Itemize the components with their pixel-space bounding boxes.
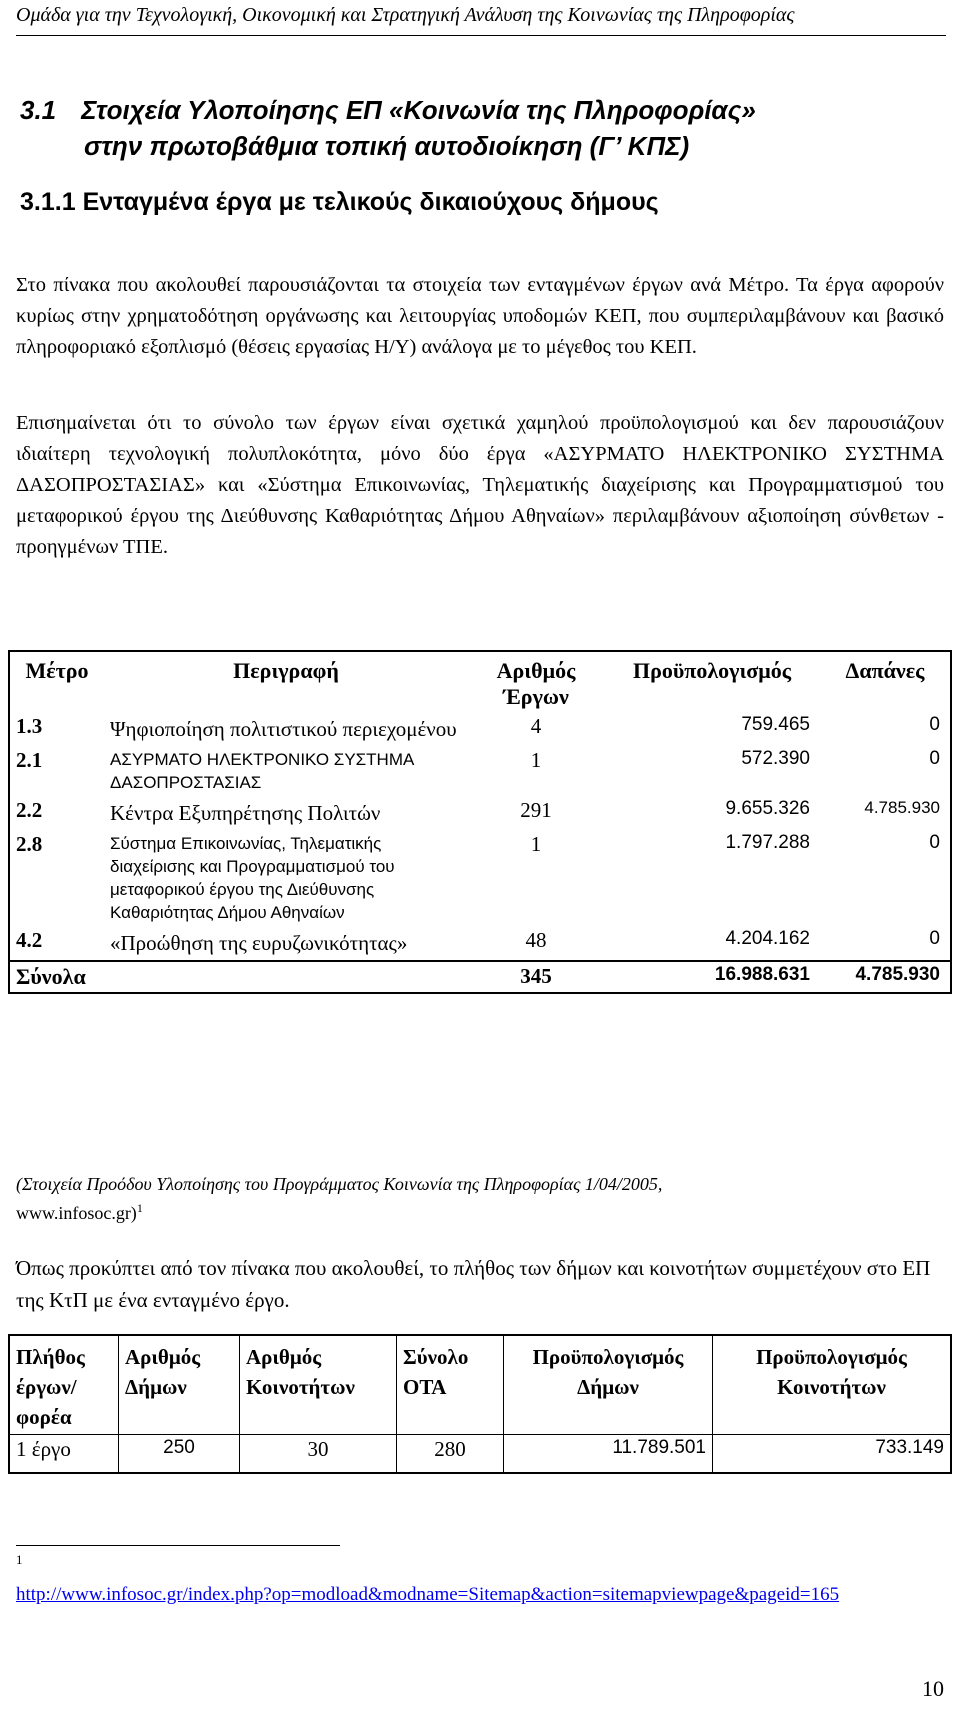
page-number: 10 [922, 1676, 944, 1701]
table-row [9, 796, 951, 830]
table-row [9, 712, 951, 746]
column-header: Αριθμός Δήμων [119, 1335, 240, 1435]
subsection-number: 3.1.1 [20, 188, 76, 216]
projects-cell: 4 [530, 714, 542, 738]
column-header: Προϋπολογισμός Δήμων [504, 1335, 713, 1435]
source-note [16, 1172, 936, 1225]
municipalities-count-cell: 250 [119, 1435, 240, 1474]
description-cell: Κέντρα Εξυπηρέτησης Πολιτών [110, 801, 381, 825]
column-header: Αριθμός Έργων [496, 658, 576, 709]
projects-by-measure-table [8, 650, 952, 994]
totals-label: Σύνολα [9, 961, 468, 993]
expenses-cell: 0 [929, 928, 940, 949]
section-title-line2: στην πρωτοβάθμια τοπική αυτοδιοίκηση (Γ’ ΚΠΣ) [84, 131, 690, 161]
column-header: Περιγραφή [233, 658, 339, 683]
communities-count-cell: 30 [240, 1435, 397, 1474]
total-ota-cell: 280 [397, 1435, 504, 1474]
budget-municipalities-cell: 11.789.501 [504, 1435, 713, 1474]
column-header: Μέτρο [25, 658, 89, 683]
table-header-row [9, 651, 951, 712]
measure-cell: 2.8 [16, 832, 43, 856]
table-header-row [9, 1335, 951, 1435]
table-row [9, 926, 951, 961]
subsection-title: Ενταγμένα έργα με τελικούς δικαιούχους δήμους [82, 188, 659, 216]
footnote-link[interactable]: http://www.infosoc.gr/index.php?op=modload&modname=Sitemap&action=sitemapviewpage&pageid=165 [16, 1584, 840, 1605]
measure-cell: 2.2 [16, 798, 43, 822]
budget-cell: 572.390 [741, 748, 810, 769]
table-row [9, 746, 951, 796]
footnote-divider [16, 1545, 340, 1546]
section-title-line1: Στοιχεία Υλοποίησης ΕΠ «Κοινωνία της Πληροφορίας» [81, 95, 756, 125]
section-heading [20, 92, 940, 164]
column-header: Σύνολο ΟΤΑ [397, 1335, 504, 1435]
column-header: Πλήθος έργων/ φορέα [9, 1335, 119, 1435]
projects-per-body-cell: 1 έργο [9, 1435, 119, 1474]
projects-cell: 1 [530, 748, 542, 772]
footnote-number: 1 [16, 1552, 23, 1567]
measure-cell: 2.1 [16, 748, 43, 772]
subsection-heading [20, 188, 940, 217]
source-note-site: www.infosoc.gr) [16, 1203, 137, 1223]
projects-cell: 48 [525, 928, 547, 952]
totals-row [9, 961, 951, 993]
budget-cell: 1.797.288 [725, 832, 810, 853]
budget-cell: 759.465 [741, 714, 810, 735]
measure-cell: 1.3 [16, 714, 43, 738]
budget-cell: 9.655.326 [725, 798, 810, 819]
projects-cell: 1 [530, 832, 542, 856]
running-header: Ομάδα για την Τεχνολογική, Οικονομική και Στρατηγική Ανάλυση της Κοινωνίας της Πληροφορίας [16, 4, 946, 36]
totals-projects: 345 [468, 961, 604, 993]
expenses-cell: 0 [929, 748, 940, 769]
measure-cell: 4.2 [16, 928, 43, 952]
expenses-cell: 4.785.930 [864, 798, 940, 817]
description-cell: «Προώθηση της ευρυζωνικότητας» [110, 931, 408, 955]
expenses-cell: 0 [929, 832, 940, 853]
column-header: Προϋπολογισμός [633, 658, 791, 683]
column-header: Δαπάνες [845, 658, 925, 683]
description-cell: Σύστημα Επικοινωνίας, Τηλεματικής διαχείρισης και Προγραμματισμού του μεταφορικού έργου της Διεύθυνσης Καθαριότητας Δήμου Αθηναίων [110, 834, 395, 922]
source-note-text: (Στοιχεία Προόδου Υλοποίησης του Προγράμματος Κοινωνία της Πληροφορίας 1/04/2005, [16, 1174, 663, 1194]
budget-communities-cell: 733.149 [713, 1435, 952, 1474]
budget-cell: 4.204.162 [725, 928, 810, 949]
projects-cell: 291 [520, 798, 552, 822]
municipalities-summary-table [8, 1334, 952, 1474]
table-row [9, 1435, 951, 1474]
totals-expenses: 4.785.930 [820, 961, 951, 993]
section-number: 3.1 [20, 95, 57, 125]
body-paragraph: Στο πίνακα που ακολουθεί παρουσιάζονται τα στοιχεία των ενταγμένων έργων ανά Μέτρο. Τα έργα αφορούν κυρίως στην χρηματοδότηση οργάνωσης και λειτουργίας υποδομών ΚΕΠ, που συμπεριλαμβάνουν και βασικό πληροφοριακό εξοπλισμό (θέσεις εργασίας Η/Υ) ανάλογα με το μέγεθος του ΚΕΠ. [16, 274, 944, 358]
footnote-ref[interactable]: 1 [136, 1201, 143, 1215]
body-paragraph: Όπως προκύπτει από τον πίνακα που ακολουθεί, το πλήθος των δήμων και κοινοτήτων συμμετέχουν στο ΕΠ της ΚτΠ με ένα ενταγμένο έργο. [16, 1256, 931, 1312]
column-header: Αριθμός Κοινοτήτων [240, 1335, 397, 1435]
column-header: Προϋπολογισμός Κοινοτήτων [713, 1335, 952, 1435]
table-row [9, 830, 951, 926]
totals-budget: 16.988.631 [604, 961, 820, 993]
description-cell: ΑΣΥΡΜΑΤΟ ΗΛΕΚΤΡΟΝΙΚΟ ΣΥΣΤΗΜΑ ΔΑΣΟΠΡΟΣΤΑΣΙΑΣ [110, 750, 414, 792]
description-cell: Ψηφιοποίηση πολιτιστικού περιεχομένου [110, 717, 457, 741]
body-paragraph: Επισημαίνεται ότι το σύνολο των έργων είναι σχετικά χαμηλού προϋπολογισμού και δεν παρουσιάζουν ιδιαίτερη τεχνολογική πολυπλοκότητα, μόνο δύο έργα «ΑΣΥΡΜΑΤΟ ΗΛΕΚΤΡΟΝΙΚΟ ΣΥΣΤΗΜΑ ΔΑΣΟΠΡΟΣΤΑΣΙΑΣ» και «Σύστημα Επικοινωνίας, Τηλεματικής διαχείρισης και Προγραμματισμού του μεταφορικού έργου της Διεύθυνσης Καθαριότητας Δήμου Αθηναίων» περιλαμβάνουν αξιοποίηση σύνθετων - προηγμένων ΤΠΕ. [16, 412, 944, 558]
expenses-cell: 0 [929, 714, 940, 735]
